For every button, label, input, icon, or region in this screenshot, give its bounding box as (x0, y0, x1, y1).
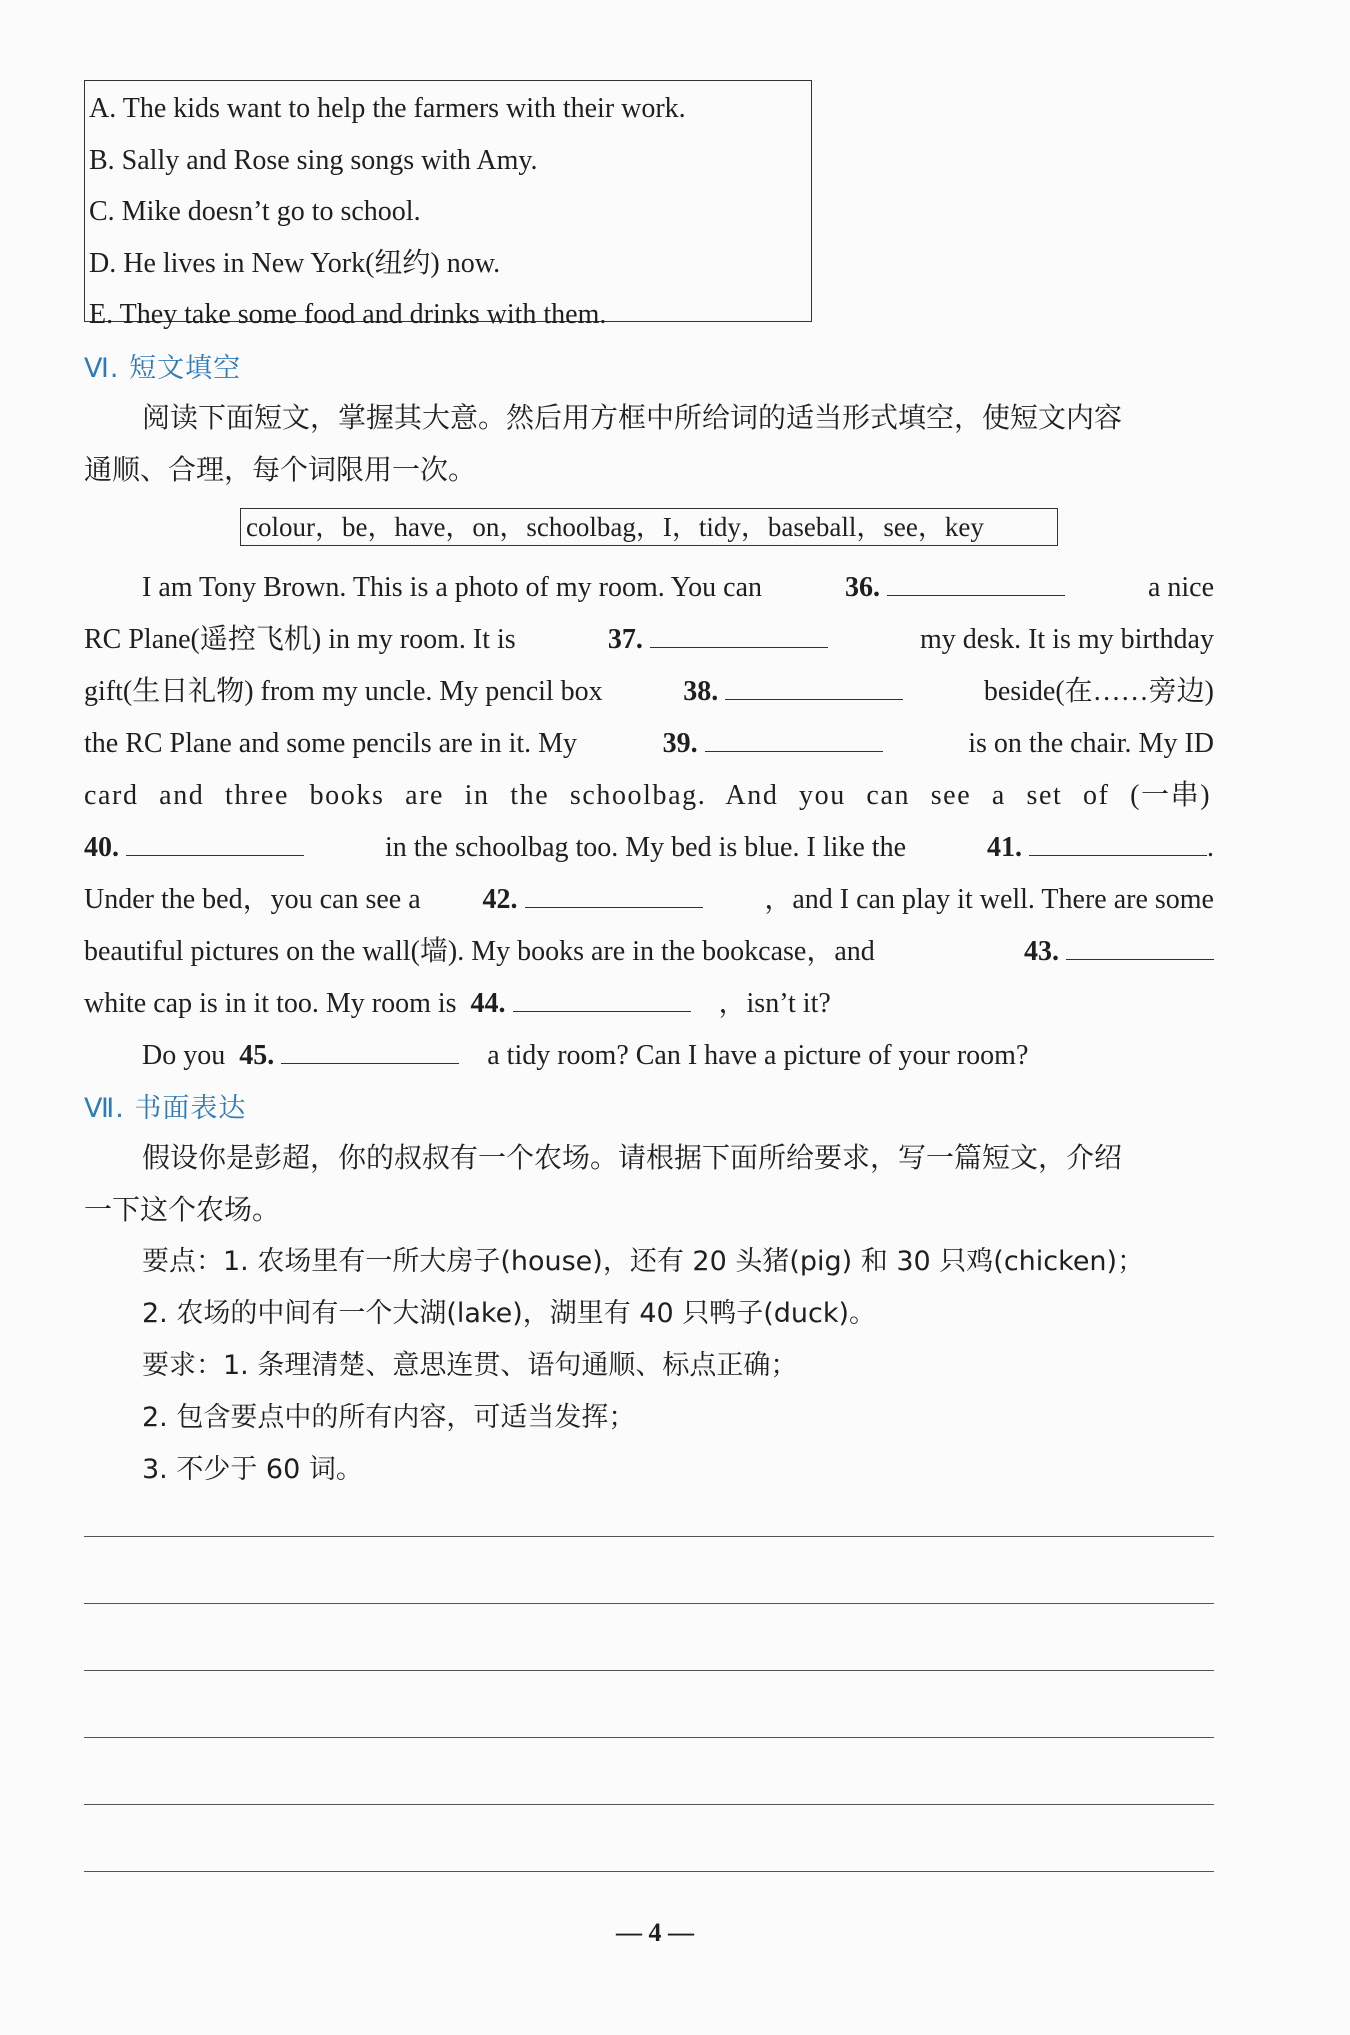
option-d: D. He lives in New York(纽约) now. (89, 247, 501, 279)
passage-line-1: I am Tony Brown. This is a photo of my room. You can 36. a nice (84, 562, 1214, 614)
section-7-instruction-1: 假设你是彭超，你的叔叔有一个农场。请根据下面所给要求，写一篇短文，介绍 (142, 1141, 1123, 1174)
blank-number-40: 40. (84, 832, 119, 863)
option-b: B. Sally and Rose sing songs with Amy. (89, 144, 538, 176)
section-7-instruction-2: 一下这个农场。 (84, 1193, 281, 1226)
answer-blank-41[interactable] (1029, 825, 1207, 856)
passage-line-7: Under the bed，you can see a 42. ，and I can play it well. There are some (84, 874, 1214, 926)
answer-blank-44[interactable] (513, 981, 691, 1012)
section-6-instruction-2: 通顺、合理，每个词限用一次。 (84, 453, 477, 486)
passage-line-10: Do you 45. a tidy room? Can I have a picture of your room? (84, 1030, 1214, 1082)
blank-number-45: 45. (239, 1040, 275, 1071)
writing-line[interactable] (84, 1804, 1214, 1805)
option-e: E. They take some food and drinks with them. (89, 299, 607, 330)
passage-line-2: RC Plane(遥控飞机) in my room. It is 37. my desk. It is my birthday (84, 614, 1214, 666)
answer-blank-45[interactable] (281, 1033, 459, 1064)
writing-line[interactable] (84, 1871, 1214, 1872)
options-box (84, 80, 812, 330)
requirements-1: 要求：1. 条理清楚、意思连贯、语句通顺、标点正确； (142, 1350, 798, 1381)
key-points-2: 2. 农场的中间有一个大湖(lake)，湖里有 40 只鸭子(duck)。 (142, 1298, 877, 1329)
blank-number-42: 42. (482, 884, 518, 915)
writing-line[interactable] (84, 1670, 1214, 1671)
answer-blank-43[interactable] (1066, 929, 1214, 960)
passage-line-5: card and three books are in the schoolbag. And you can see a set of (一串) (84, 780, 1212, 811)
blank-number-43: 43. (1024, 936, 1059, 967)
passage-line-9: white cap is in it too. My room is 44. ，isn’t it? (84, 978, 1214, 1030)
page-number: — 4 — (616, 1918, 694, 1947)
option-c: C. Mike doesn’t go to school. (89, 196, 421, 227)
answer-blank-42[interactable] (525, 877, 703, 908)
writing-line[interactable] (84, 1737, 1214, 1738)
writing-line[interactable] (84, 1603, 1214, 1604)
blank-number-39: 39. (662, 728, 698, 759)
section-6-heading: Ⅵ. 短文填空 (84, 353, 242, 384)
requirements-2: 2. 包含要点中的所有内容，可适当发挥； (142, 1402, 636, 1433)
passage-line-3: gift(生日礼物) from my uncle. My pencil box 38. beside(在……旁边) (84, 666, 1214, 718)
passage-line-4: the RC Plane and some pencils are in it. My 39. is on the chair. My ID (84, 718, 1214, 770)
passage-line-8: beautiful pictures on the wall(墙). My books are in the bookcase，and 43. (84, 926, 1214, 978)
passage-line-6: 40. in the schoolbag too. My bed is blue. I like the 41. . (84, 822, 1214, 874)
answer-blank-40[interactable] (126, 825, 304, 856)
blank-number-37: 37. (607, 624, 643, 655)
word-box: colour，be，have，on，schoolbag，I，tidy，baseball，see，key (240, 508, 1058, 546)
answer-blank-37[interactable] (650, 617, 828, 648)
answer-blank-36[interactable] (887, 565, 1065, 596)
writing-line[interactable] (84, 1536, 1214, 1537)
option-a: A. The kids want to help the farmers with their work. (89, 93, 686, 124)
blank-number-44: 44. (470, 988, 506, 1019)
blank-number-38: 38. (683, 676, 719, 707)
blank-number-36: 36. (844, 572, 880, 603)
blank-number-41: 41. (987, 832, 1022, 863)
key-points-1: 要点：1. 农场里有一所大房子(house)，还有 20 头猪(pig) 和 30 只鸡(chicken)； (142, 1246, 1145, 1277)
requirements-3: 3. 不少于 60 词。 (142, 1454, 363, 1485)
section-7-heading: Ⅶ. 书面表达 (84, 1093, 247, 1124)
answer-blank-38[interactable] (725, 669, 903, 700)
answer-blank-39[interactable] (705, 721, 883, 752)
section-6-instruction-1: 阅读下面短文，掌握其大意。然后用方框中所给词的适当形式填空，使短文内容 (142, 401, 1123, 434)
